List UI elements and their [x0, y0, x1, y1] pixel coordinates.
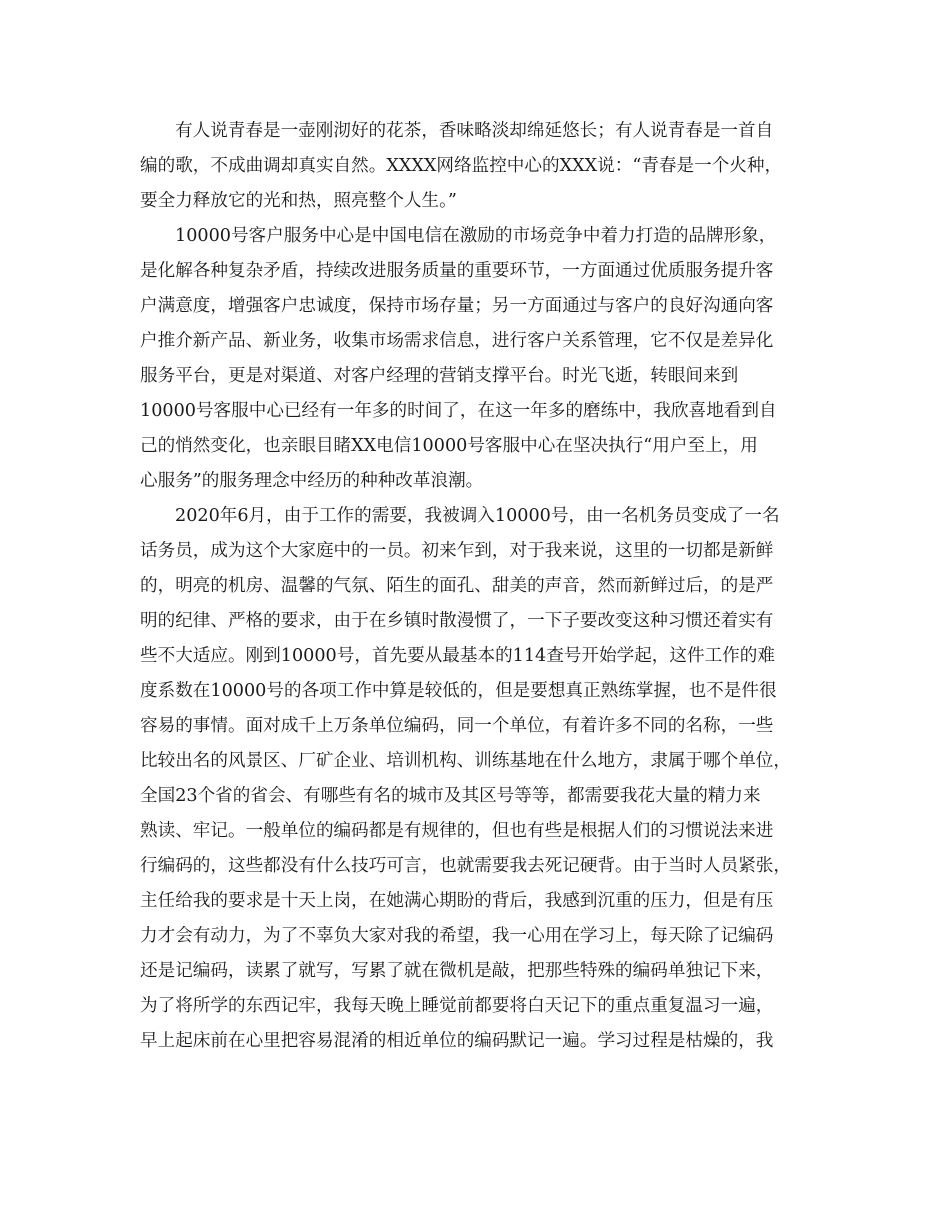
text-line: 比较出名的风景区、厂矿企业、培训机构、训练基地在什么地方，隶属于哪个单位，	[140, 751, 791, 771]
text-line: 还是记编码，读累了就写，写累了就在微机是敲，把那些特殊的编码单独记下来，	[140, 961, 774, 981]
text-line: 的，明亮的机房、温馨的气氛、陌生的面孔、甜美的声音，然而新鲜过后，的是严	[140, 576, 774, 596]
text-line: 己的悄然变化，也亲眼目睹XX电信10000号客服中心在坚决执行“用户至上，用	[140, 436, 758, 456]
text-line: 度系数在10000号的各项工作中算是较低的，但是要想真正熟练掌握，也不是件很	[140, 681, 777, 701]
text-line: 熟读、牢记。一般单位的编码都是有规律的，但也有些是根据人们的习惯说法来进	[140, 821, 774, 841]
text-line: 为了将所学的东西记牢，我每天晚上睡觉前都要将白天记下的重点重复温习一遍，	[140, 996, 774, 1016]
text-line: 行编码的，这些都没有什么技巧可言，也就需要我去死记硬背。由于当时人员紧张，	[140, 856, 791, 876]
text-line: 编的歌，不成曲调却真实自然。XXXX网络监控中心的XXX说：“青春是一个火种，	[140, 156, 783, 176]
text-line: 全国23个省的省会、有哪些有名的城市及其区号等等，都需要我花大量的精力来	[140, 786, 761, 806]
text-line: 是化解各种复杂矛盾，持续改进服务质量的重要环节，一方面通过优质服务提升客	[140, 261, 774, 281]
text-line: 明的纪律、严格的要求，由于在乡镇时散漫惯了，一下子要改变这种习惯还着实有	[140, 611, 774, 631]
text-line: 心服务”的服务理念中经历的种种改革浪潮。	[140, 471, 484, 491]
text-line: 服务平台，更是对渠道、对客户经理的营销支撑平台。时光飞逝，转眼间来到	[140, 366, 739, 386]
text-line: 户满意度，增强客户忠诚度，保持市场存量；另一方面通过与客户的良好沟通向客	[140, 296, 774, 316]
text-line: 话务员，成为这个大家庭中的一员。初来乍到，对于我来说，这里的一切都是新鲜	[140, 541, 774, 561]
text-line: 10000号客服中心已经有一年多的时间了，在这一年多的磨练中，我欣喜地看到自	[140, 401, 777, 421]
text-line: 些不大适应。刚到10000号，首先要从最基本的114查号开始学起，这件工作的难	[140, 646, 775, 666]
text-line: 有人说青春是一壶刚沏好的花茶，香味略淡却绵延悠长；有人说青春是一首自	[175, 121, 774, 141]
text-line: 主任给我的要求是十天上岗，在她满心期盼的背后，我感到沉重的压力，但是有压	[140, 891, 774, 911]
text-line: 户推介新产品、新业务，收集市场需求信息，进行客户关系管理，它不仅是差异化	[140, 331, 774, 351]
text-line: 早上起床前在心里把容易混淆的相近单位的编码默记一遍。学习过程是枯燥的，我	[140, 1031, 774, 1051]
text-line: 力才会有动力，为了不辜负大家对我的希望，我一心用在学习上，每天除了记编码	[140, 926, 774, 946]
text-line: 10000号客户服务中心是中国电信在激励的市场竞争中着力打造的品牌形象，	[175, 226, 777, 246]
text-line: 容易的事情。面对成千上万条单位编码，同一个单位，有着许多不同的名称，一些	[140, 716, 774, 736]
text-line: 要全力释放它的光和热，照亮整个人生。”	[140, 191, 457, 211]
text-line: 2020年6月，由于工作的需要，我被调入10000号，由一名机务员变成了一名	[175, 506, 780, 526]
